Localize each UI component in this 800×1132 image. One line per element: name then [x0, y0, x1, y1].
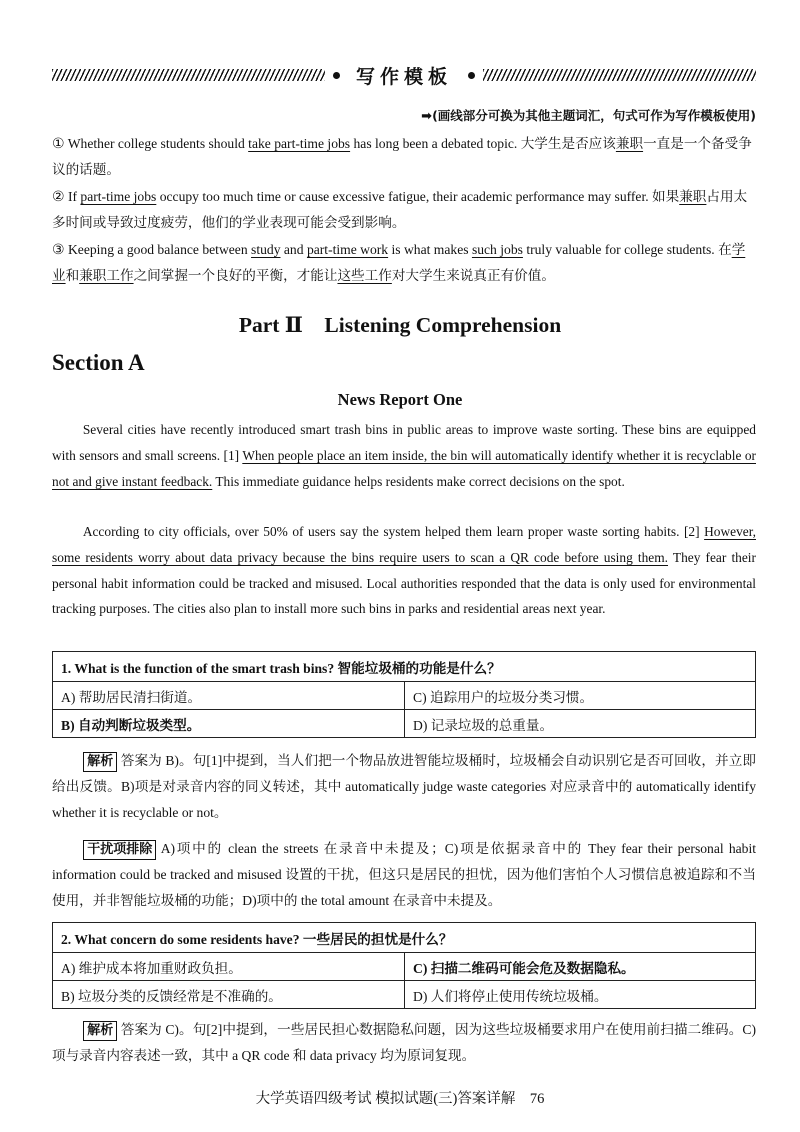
- banner-dot-right: [468, 72, 475, 79]
- banner-hatch-left: [52, 69, 325, 81]
- banner-title: 写作模板: [356, 65, 453, 88]
- banner-dot-left: [333, 72, 340, 79]
- sentence-number: ②: [52, 189, 65, 205]
- option-c-correct: C) 扫描二维码可能会危及数据隐私。: [405, 953, 756, 981]
- arrow-right-icon: ➡: [421, 109, 433, 124]
- option-a: A) 帮助居民清扫街道。: [53, 682, 405, 710]
- page-footer: 大学英语四级考试 模拟试题(三)答案详解 76: [255, 1091, 545, 1107]
- option-d: D) 人们将停止使用传统垃圾桶。: [405, 981, 756, 1009]
- question-2-text: 2. What concern do some residents have? 一些居民的担忧是什么？: [53, 923, 756, 953]
- part-title: Part Ⅱ Listening Comprehension: [238, 313, 562, 337]
- template-sentence-2: ② If part-time jobs occupy too much time or cause excessive fatigue, their academic performance may suffer. 如果兼职占用太多时间或导致过度疲劳，他们的学业表现可能会受到影响。: [52, 189, 748, 230]
- sentence-number: ③: [52, 242, 65, 258]
- option-c: C) 追踪用户的垃圾分类习惯。: [405, 682, 756, 710]
- transcript-paragraph-2: According to city officials, over 50% of users say the system helped them learn proper waste sorting habits. [2] However, some residents worry about data privacy because the bins require users to scan a QR code before using them. They fear their personal habit information could be tracked and misused. Local authorities responded that the data is only used for environmental tracking purposes. The cities also plan to install more such bins in parks and residential areas next year.: [52, 524, 756, 617]
- option-d: D) 记录垃圾的总重量。: [405, 710, 756, 738]
- option-b: B) 垃圾分类的反馈经常是不准确的。: [53, 981, 405, 1009]
- template-tip: [421, 106, 756, 124]
- question-1-distractor: 干扰项排除 A)项中的 clean the streets 在录音中未提及；C)项是依据录音中的 They fear their personal habit information could be tracked and misused 设置的干扰，但这只是居民的担忧，因为他们害怕个人习惯信息被追踪和不当使用，并非智能垃圾桶的功能；D)项中的 the total amount 在录音中未提及。: [52, 841, 756, 908]
- question-2-analysis: 解析 答案为 C)。句[2]中提到，一些居民担心数据隐私问题，因为这些垃圾桶要求用户在使用前扫描二维码。C)项与录音内容表述一致，其中 a QR code 和 data privacy 均为原词复现。: [52, 1022, 756, 1063]
- banner-hatch-right: [483, 69, 756, 81]
- analysis-tag: 解析: [83, 1021, 117, 1041]
- question-1-analysis: 解析 答案为 B)。句[1]中提到，当人们把一个物品放进智能垃圾桶时，垃圾桶会自动识别它是否可回收，并立即给出反馈。B)项是对录音内容的同义转述，其中 automatically judge waste categories 对应录音中的 automatically identify whether it is recyclable or not。: [52, 753, 756, 820]
- option-a: A) 维护成本将加重财政负担。: [53, 953, 405, 981]
- news-report-title: News Report One: [337, 390, 463, 409]
- option-b-correct: B) 自动判断垃圾类型。: [53, 710, 405, 738]
- analysis-tag: 解析: [83, 752, 117, 772]
- distractor-tag: 干扰项排除: [83, 840, 156, 860]
- section-banner: [52, 60, 756, 90]
- template-sentence-3: ③ Keeping a good balance between study and part-time work is what makes such jobs truly valuable for college students. 在学业和兼职工作之间掌握一个良好的平衡，才能让这些工作对大学生来说真正有价值。: [52, 242, 746, 283]
- transcript-paragraph-1: Several cities have recently introduced smart trash bins in public areas to improve waste sorting. These bins are equipped with sensors and small screens. [1] When people place an item inside, the bin will automatically identify whether it is recyclable or not and give instant feedback. This immediate guidance helps residents make correct decisions on the spot.: [52, 422, 756, 489]
- tip-text: (画线部分可换为其他主题词汇，句式可作为写作模板使用): [432, 108, 756, 123]
- sentence-number: ①: [52, 136, 65, 152]
- template-sentence-1: ① Whether college students should take part-time jobs has long been a debated topic. 大学生是否应该兼职一直是一个备受争议的话题。: [52, 136, 752, 177]
- question-1-text: 1. What is the function of the smart trash bins? 智能垃圾桶的功能是什么？: [53, 652, 756, 682]
- question-1-table: [52, 651, 756, 738]
- section-title: Section A: [52, 350, 145, 375]
- question-2-table: [52, 922, 756, 1009]
